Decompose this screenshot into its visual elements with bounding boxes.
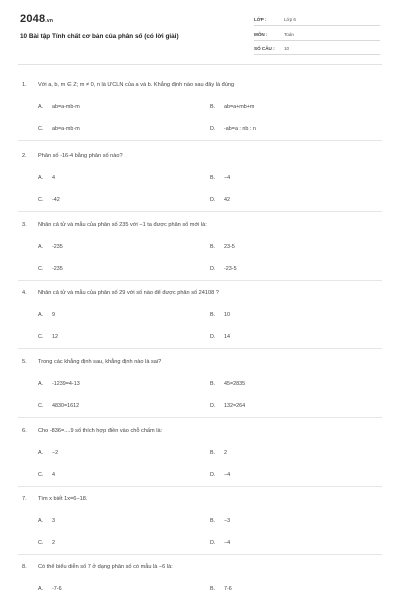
question-divider (18, 280, 382, 281)
meta-count-label: SỐ CÂU : (254, 46, 275, 51)
option-letter: A. (38, 586, 44, 592)
question-2 (0, 153, 400, 219)
option-value: -7-6 (52, 586, 62, 592)
option-value: 9 (52, 312, 55, 318)
option-value: ab=a-mb-m (52, 104, 80, 110)
question-number: 5. (22, 359, 27, 365)
question-number: 7. (22, 496, 27, 502)
option-value: −4 (224, 472, 231, 478)
option-letter: A. (38, 175, 44, 181)
option-letter: B. (210, 381, 216, 387)
option-letter: B. (210, 586, 216, 592)
option-value: 42 (224, 197, 230, 203)
option-letter: B. (210, 244, 216, 250)
option-letter: B. (210, 450, 216, 456)
option-letter: A. (38, 518, 44, 524)
option-letter: C. (38, 403, 44, 409)
option-letter: A. (38, 244, 44, 250)
option-value: 3 (52, 518, 55, 524)
question-5 (0, 359, 400, 425)
option-letter: B. (210, 104, 216, 110)
question-text: Nhân cả tử và mẫu của phân số 235 với −1 ta được phân số mới là: (38, 222, 207, 228)
option-value: 14 (224, 334, 230, 340)
question-number: 4. (22, 290, 27, 296)
option-value: -235 (52, 266, 63, 272)
logo-text: 2048 (20, 13, 46, 25)
option-value: 4830=1612 (52, 403, 80, 409)
option-value: -ab=a : nb : n (224, 126, 256, 132)
option-letter: C. (38, 126, 44, 132)
question-divider (18, 348, 382, 349)
question-3 (0, 222, 400, 288)
option-value: -235 (52, 244, 63, 250)
option-letter: D. (210, 334, 216, 340)
option-letter: A. (38, 104, 44, 110)
option-value: −4 (224, 175, 231, 181)
question-1 (0, 82, 400, 148)
option-letter: B. (210, 518, 216, 524)
option-letter: C. (38, 540, 44, 546)
option-letter: D. (210, 266, 216, 272)
option-value: ab=a+mb+m (224, 104, 255, 110)
option-value: 12 (52, 334, 58, 340)
option-letter: D. (210, 540, 216, 546)
question-text: Tìm x biết 1x=6−18. (38, 496, 88, 502)
option-value: 132=264 (224, 403, 246, 409)
option-value: −4 (224, 540, 231, 546)
question-number: 6. (22, 428, 27, 434)
logo-suffix: .vn (45, 18, 54, 24)
question-4 (0, 290, 400, 356)
option-value: 10 (224, 312, 230, 318)
question-number: 2. (22, 153, 27, 159)
question-number: 8. (22, 564, 27, 570)
question-divider (18, 211, 382, 212)
option-letter: B. (210, 312, 216, 318)
option-letter: D. (210, 472, 216, 478)
question-text: Trong các khẳng định sau, khẳng định nào là sai? (38, 359, 162, 365)
meta-subject-label: MÔN : (254, 32, 268, 37)
question-text: Cho -836=....9 số thích hợp điền vào chỗ chấm là: (38, 428, 163, 434)
option-value: 2 (224, 450, 227, 456)
meta-count-value: 10 (284, 46, 290, 51)
question-6 (0, 428, 400, 494)
option-value: 4 (52, 472, 55, 478)
question-divider (18, 417, 382, 418)
question-text: Có thể biểu diễn số 7 ở dạng phân số có mẫu là −6 là: (38, 564, 173, 570)
option-letter: A. (38, 381, 44, 387)
question-text: Nhân cả tử và mẫu của phân số 29 với số nào để được phân số 24108 ? (38, 290, 219, 296)
option-letter: A. (38, 450, 44, 456)
option-value: -23-5 (224, 266, 237, 272)
option-value: ab=a·mb·m (52, 126, 80, 132)
option-letter: B. (210, 175, 216, 181)
question-text: Với a, b, m ∈ Z; m ≠ 0, n là ƯCLN của a và b. Khẳng định nào sau đây là đúng (38, 82, 235, 88)
option-letter: C. (38, 197, 44, 203)
option-letter: A. (38, 312, 44, 318)
meta-class-value: Lớp 6 (284, 17, 296, 22)
question-number: 1. (22, 82, 27, 88)
question-divider (18, 554, 382, 555)
option-value: −2 (52, 450, 59, 456)
option-letter: D. (210, 197, 216, 203)
question-divider (18, 486, 382, 487)
option-value: −3 (224, 518, 231, 524)
option-value: 7-6 (224, 586, 232, 592)
meta-subject-value: Toán (284, 32, 294, 37)
option-letter: D. (210, 403, 216, 409)
meta-class-label: LỚP : (254, 17, 267, 22)
option-value: -42 (52, 197, 60, 203)
option-value: 4 (52, 175, 55, 181)
option-letter: C. (38, 266, 44, 272)
option-letter: D. (210, 126, 216, 132)
option-value: 45=2835 (224, 381, 246, 387)
document-title: 10 Bài tập Tính chất cơ bản của phân số (có lời giải) (20, 33, 179, 40)
option-letter: C. (38, 472, 44, 478)
question-8 (0, 564, 400, 600)
question-number: 3. (22, 222, 27, 228)
question-7 (0, 496, 400, 562)
question-text: Phân số -16-4 bằng phân số nào? (38, 153, 123, 159)
option-value: 23-5 (224, 244, 235, 250)
option-value: -1239=4-13 (52, 381, 80, 387)
option-value: 2 (52, 540, 55, 546)
question-divider (18, 140, 382, 141)
option-letter: C. (38, 334, 44, 340)
